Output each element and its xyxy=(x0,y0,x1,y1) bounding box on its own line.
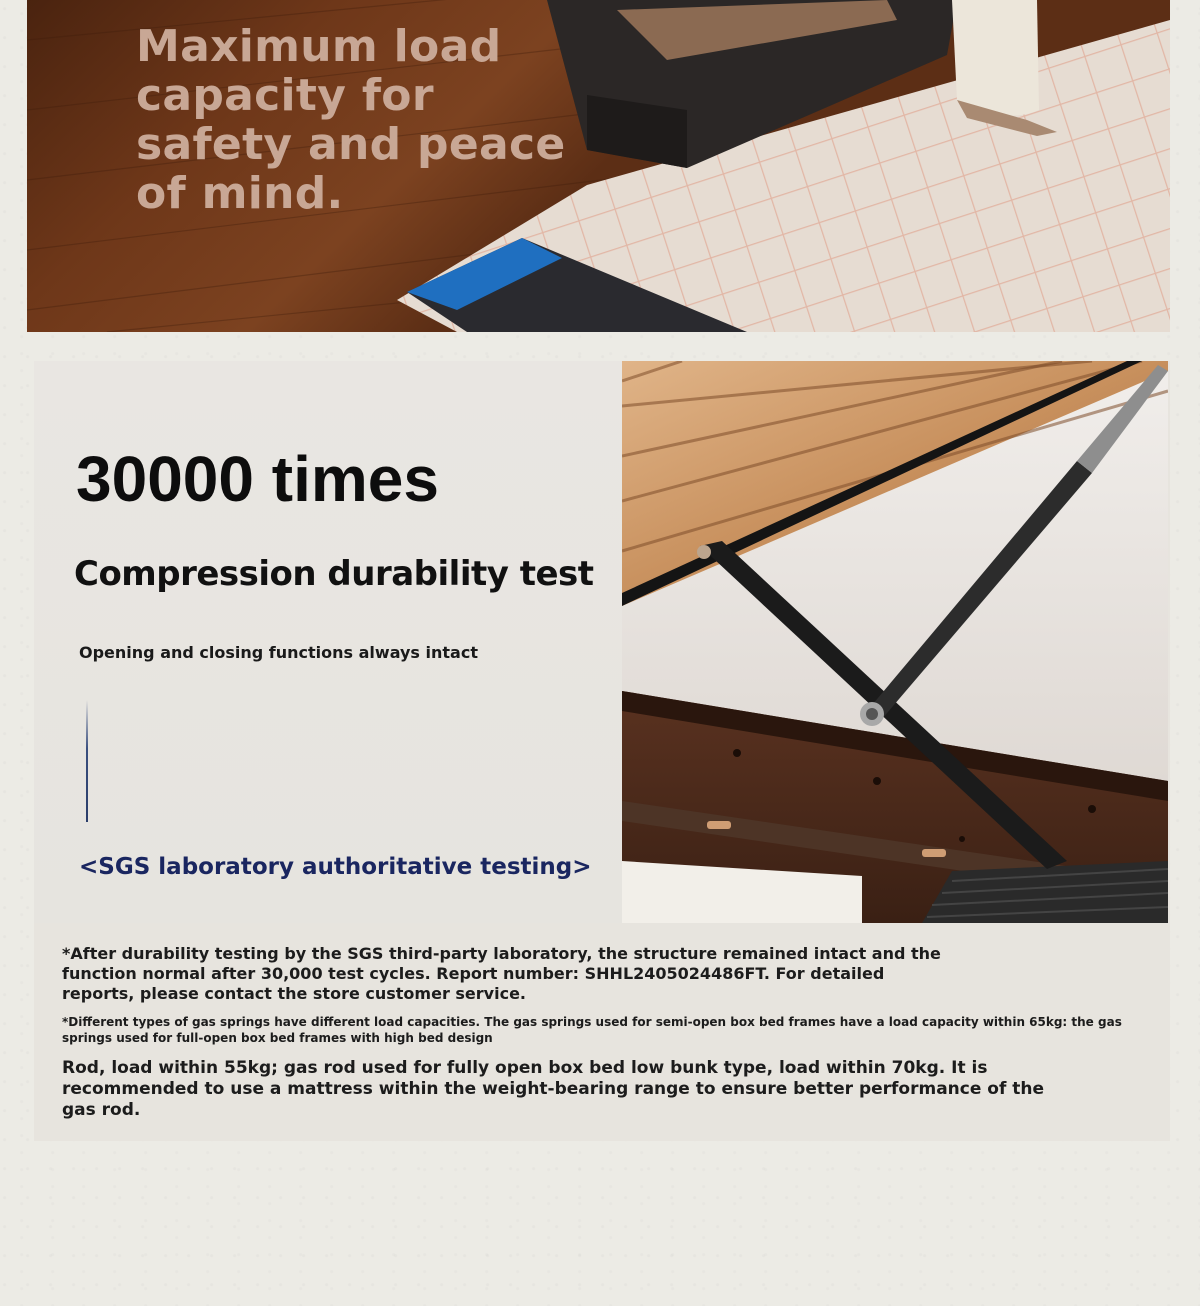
lab-label: <SGS laboratory authoritative testing> xyxy=(79,854,592,880)
accent-divider xyxy=(86,700,88,822)
gas-spring-photo xyxy=(622,361,1168,923)
gas-spring-note: *Different types of gas springs have different load capacities. The gas springs used for semi-open box bed frames have a load capacity within 65kg: the gas springs used for full-open box bed frames with high bed design xyxy=(62,1015,1122,1045)
hero-title: Maximum load capacity for safety and peace of mind. xyxy=(136,21,566,219)
sgs-report-note: *After durability testing by the SGS third-party laboratory, the structure remained intact and the function normal after 30,000 test cycles. Report number: SHHL2405024486FT. For detailed reports, please contact the store customer service. xyxy=(62,944,941,1003)
gas-rod-note: Rod, load within 55kg; gas rod used for fully open box bed low bunk type, load within 70kg. It is recommended to use a mattress within the weight-bearing range to ensure better performance of the gas rod. xyxy=(62,1058,1045,1120)
gas-spring-illustration xyxy=(622,361,1168,923)
hero-banner xyxy=(27,0,1170,332)
cycle-count: 30000 times xyxy=(76,443,439,515)
test-caption: Opening and closing functions always intact xyxy=(79,643,478,662)
test-heading: Compression durability test xyxy=(74,554,594,594)
